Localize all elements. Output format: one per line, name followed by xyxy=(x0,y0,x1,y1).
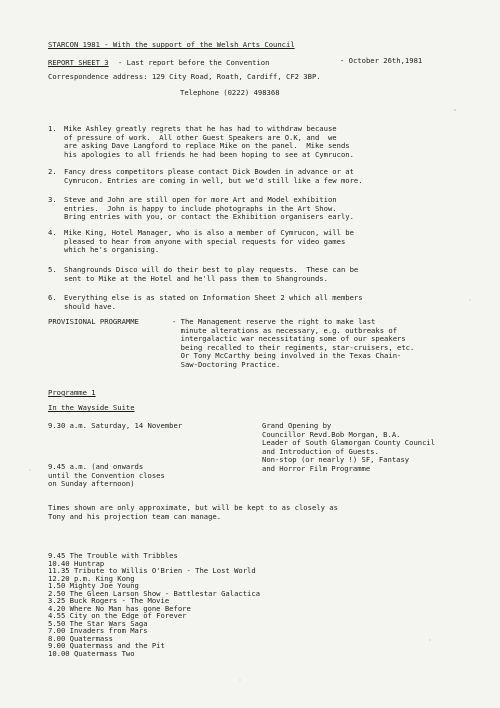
schedule-entry: 11.35 Tribute to Willis O'Brien - The Lost World xyxy=(48,566,256,575)
schedule-entry: 9.45 The Trouble with Tribbles xyxy=(48,551,178,560)
item-number: 1. xyxy=(48,124,57,133)
item-text: Mike Ashley greatly regrets that he has had to withdraw because of pressure of work. All other Guest Speakers are O.K, and we are asking Dave Langford to replace Mike on the panel. Mike sends his apologies to all friends he had been hoping to see at Cymrucon. xyxy=(64,124,354,159)
item-number: 6. xyxy=(48,293,57,302)
correspondence-address: Correspondence address: 129 City Road, Roath, Cardiff, CF2 3BP. xyxy=(48,72,321,81)
item-text: Steve and John are still open for more Art and Model exhibition entries. John is happy to include photographs in the Art Show. Bring entries with you, or contact the Exhibition organisers early. xyxy=(64,195,354,222)
grand-opening-details: Grand Opening by Councillor Revd.Bob Morgan, B.A. Leader of South Glamorgan County Council and Introduction of Guests. Non-stop (or nearly !) SF, Fantasy and Horror Film Programme xyxy=(262,421,436,473)
item-number: 5. xyxy=(48,265,57,274)
item-text: Shangrounds Disco will do their best to play requests. These can be sent to Mike at the Hotel and he'll pass them to Shangrounds. xyxy=(64,265,359,283)
schedule-entry: 1.50 Mighty Joe Young xyxy=(48,581,139,590)
programme-venue: In the Wayside Suite xyxy=(48,403,135,412)
provisional-programme-note: - The Management reserve the right to make last minute alterations as necessary, e.g. outbreaks of intergalactic war necessitating some of our speakers being recalled to their regiments, star-cruisers, etc. Or Tony McCarthy being involved in the Texas Chain- Saw-Doctoring Practice. xyxy=(172,317,415,369)
film-schedule xyxy=(48,552,260,657)
film-programme-time: 9.45 a.m. (and onwards until the Convention closes on Sunday afternoon) xyxy=(48,462,165,489)
report-description: - Last report before the Convention xyxy=(118,58,270,67)
schedule-entry: 2.50 The Gleen Larson Show - Battlestar Galactica xyxy=(48,588,261,598)
schedule-entry: 7.00 Invaders from Mars xyxy=(48,626,148,635)
document-title: STARCON 1981 - With the support of the Welsh Arts Council xyxy=(48,40,295,49)
item-number: 2. xyxy=(48,167,57,176)
telephone-number: Telephone (0222) 498368 xyxy=(180,88,280,97)
item-text: Everything else is as stated on Information Sheet 2 which all members should have. xyxy=(64,293,363,311)
report-date: - October 26th,1981 xyxy=(340,56,423,65)
schedule-entry: 10.40 Huntrap xyxy=(48,558,105,568)
schedule-entry: 4.20 Where No Man has gone Before xyxy=(48,603,191,613)
programme-heading: Programme 1 xyxy=(48,388,96,397)
report-sheet-label: REPORT SHEET 3 xyxy=(48,58,109,67)
item-number: 3. xyxy=(48,195,57,204)
schedule-entry: 8.00 Quatermass xyxy=(48,633,113,643)
programme-start-time: 9.30 a.m. Saturday, 14 November xyxy=(48,421,183,430)
schedule-entry: 10.00 Quatermass Two xyxy=(48,648,135,658)
item-text: Mike King, Hotel Manager, who is also a member of Cymrucon, will be pleased to hear from anyone with special requests for video games which he's organising. xyxy=(64,228,354,255)
schedule-entry: 9.00 Quatermass and the Pit xyxy=(48,641,165,650)
schedule-entry: 5.50 The Star Wars Saga xyxy=(48,618,148,628)
item-number: 4. xyxy=(48,228,57,237)
item-text: Fancy dress competitors please contact Dick Bowden in advance or at Cymrucon. Entries are coming in well, but we'd still like a few more. xyxy=(64,167,363,185)
schedule-entry: 12.20 p.m. King Kong xyxy=(48,573,135,583)
schedule-entry: 3.25 Buck Rogers - The Movie xyxy=(48,596,170,605)
timing-note: Times shown are only approximate, but will be kept to as closely as Tony and his projection team can manage. xyxy=(48,503,338,521)
provisional-programme-label: PROVISIONAL PROGRAMME xyxy=(48,317,139,326)
schedule-entry: 4.55 City on the Edge of Forever xyxy=(48,611,187,620)
